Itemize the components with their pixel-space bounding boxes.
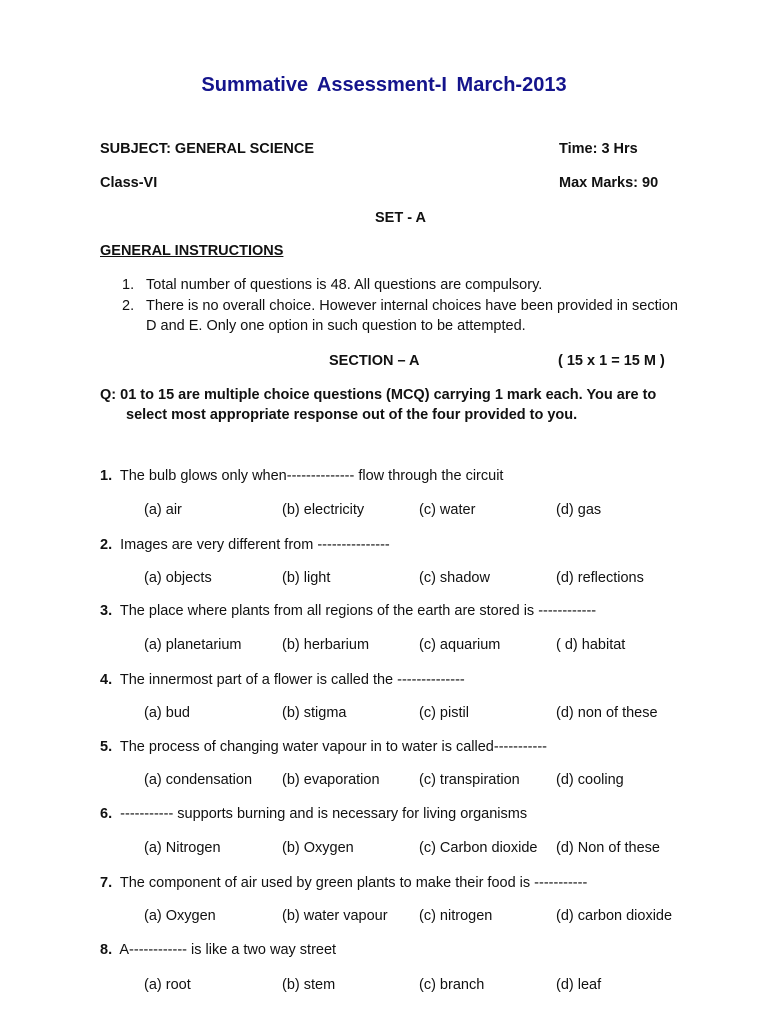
question-text: The bulb glows only when-------------- flow through the circuit [119, 468, 504, 484]
question [100, 672, 465, 688]
option: (c) aquarium [419, 637, 501, 653]
question [100, 942, 336, 958]
instruction-text: There is no overall choice. However internal choices have been provided in section [146, 298, 678, 314]
option: (d) non of these [556, 705, 658, 721]
max-marks-label: Max Marks: 90 [559, 175, 659, 191]
option: (b) stigma [282, 705, 347, 721]
option: (c) branch [419, 977, 485, 993]
question [100, 806, 527, 822]
option: (d) gas [556, 502, 602, 518]
instruction-number: 2. [122, 298, 135, 314]
question-text: The place where plants from all regions of the earth are stored is ------------ [119, 603, 597, 619]
question-number: 1. [100, 468, 113, 484]
question-text: The component of air used by green plants to make their food is ----------- [119, 875, 588, 891]
option: (a) Nitrogen [144, 840, 221, 856]
set-label: SET - A [375, 210, 427, 226]
option: (c) shadow [419, 570, 490, 586]
mcq-note: Q: 01 to 15 are multiple choice questions (MCQ) carrying 1 mark each. You are to [100, 387, 657, 403]
mcq-note-continued: select most appropriate response out of the four provided to you. [126, 407, 578, 423]
option: (a) objects [144, 570, 212, 586]
option: (b) evaporation [282, 772, 380, 788]
section-marks: ( 15 x 1 = 15 M ) [558, 353, 665, 369]
subject-label: SUBJECT: GENERAL SCIENCE [100, 141, 315, 157]
option: (a) planetarium [144, 637, 242, 653]
option: (c) transpiration [419, 772, 520, 788]
option: (a) root [144, 977, 191, 993]
option: (c) water [419, 502, 476, 518]
question-number: 6. [100, 806, 113, 822]
question [100, 603, 596, 619]
option: (b) electricity [282, 502, 365, 518]
question-number: 8. [100, 942, 113, 958]
question-number: 5. [100, 739, 113, 755]
instruction-text: Total number of questions is 48. All questions are compulsory. [146, 277, 543, 293]
option: (c) nitrogen [419, 908, 493, 924]
instructions-heading: GENERAL INSTRUCTIONS [100, 243, 284, 259]
option: (b) Oxygen [282, 840, 354, 856]
question-number: 4. [100, 672, 113, 688]
question-text: Images are very different from --------------- [120, 537, 390, 553]
option: (d) leaf [556, 977, 602, 993]
option: (a) Oxygen [144, 908, 216, 924]
time-label: Time: 3 Hrs [559, 141, 638, 157]
section-label: SECTION – A [329, 353, 420, 369]
option: (b) herbarium [282, 637, 370, 653]
option: ( d) habitat [556, 637, 626, 653]
question-text: The innermost part of a flower is called the -------------- [119, 672, 465, 688]
question-number: 2. [100, 537, 113, 553]
option: (d) carbon dioxide [556, 908, 673, 924]
question-text: The process of changing water vapour in to water is called----------- [119, 739, 547, 755]
page-title: Summative Assessment-I March-2013 [201, 74, 567, 96]
question-number: 7. [100, 875, 113, 891]
option: (b) water vapour [282, 908, 388, 924]
instruction-number: 1. [122, 277, 135, 293]
option: (a) bud [144, 705, 190, 721]
option: (b) stem [282, 977, 336, 993]
option: (d) cooling [556, 772, 624, 788]
question-text: A------------ is like a two way street [119, 942, 337, 958]
question [100, 468, 503, 484]
class-label: Class-VI [100, 175, 158, 191]
option: (a) air [144, 502, 182, 518]
option: (d) reflections [556, 570, 644, 586]
option: (c) Carbon dioxide [419, 840, 538, 856]
option: (c) pistil [419, 705, 469, 721]
question [100, 875, 587, 891]
option: (a) condensation [144, 772, 253, 788]
question [100, 537, 390, 553]
option: (b) light [282, 570, 331, 586]
option: (d) Non of these [556, 840, 660, 856]
instruction-text-continued: D and E. Only one option in such question to be attempted. [146, 318, 526, 334]
question-number: 3. [100, 603, 113, 619]
question-text: ----------- supports burning and is necessary for living organisms [120, 806, 528, 822]
question [100, 739, 547, 755]
